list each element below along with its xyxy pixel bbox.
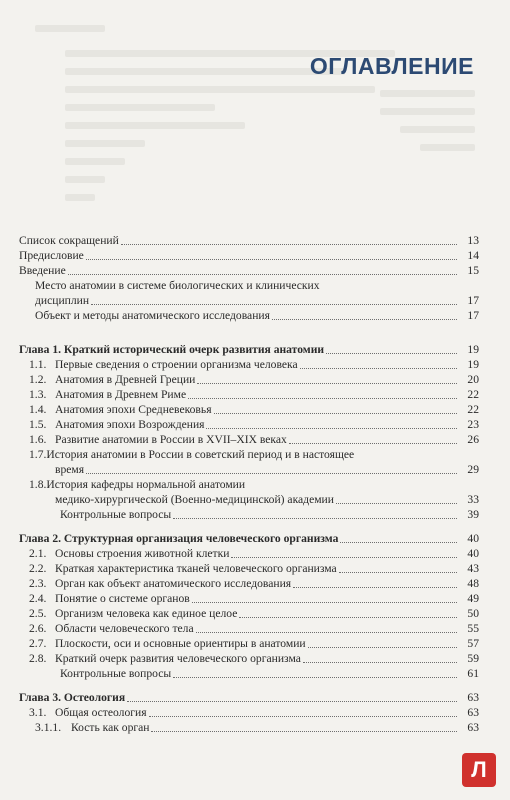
dot-leader xyxy=(151,731,457,732)
dot-leader xyxy=(188,398,457,399)
toc-row xyxy=(19,720,479,735)
chapter-title: Глава 2. Структурная организация человеческого организма xyxy=(19,532,339,545)
toc-page-number: 33 xyxy=(467,493,479,506)
toc-multiline-entry xyxy=(19,447,479,477)
section-number: 1.4. xyxy=(29,403,47,416)
toc-page-number: 17 xyxy=(467,309,479,322)
dot-leader xyxy=(196,632,457,633)
toc-page-number: 22 xyxy=(467,388,479,401)
toc-entry-text: Анатомия в Древнем Риме xyxy=(55,388,187,401)
section-number: 2.2. xyxy=(29,562,47,575)
toc-page-number: 17 xyxy=(467,294,479,307)
toc-multiline-entry xyxy=(19,278,479,308)
toc-page-number: 26 xyxy=(467,433,479,446)
dot-leader xyxy=(149,716,457,717)
dot-leader xyxy=(231,557,457,558)
toc-entry-text: История кафедры нормальной анатомии xyxy=(46,478,246,491)
dot-leader xyxy=(121,244,457,245)
toc-page-number: 63 xyxy=(467,721,479,734)
toc-row xyxy=(19,621,479,636)
dot-leader xyxy=(192,602,457,603)
section-number: 2.6. xyxy=(29,622,47,635)
toc-page-number: 50 xyxy=(467,607,479,620)
toc-row xyxy=(19,308,479,323)
toc-page-number: 48 xyxy=(467,577,479,590)
dot-leader xyxy=(127,701,457,702)
toc-page-number: 59 xyxy=(467,652,479,665)
dot-leader xyxy=(239,617,457,618)
toc-entry-text: Плоскости, оси и основные ориентиры в анатомии xyxy=(55,637,306,650)
dot-leader xyxy=(293,587,457,588)
toc-row xyxy=(19,666,479,681)
chapter-title: Глава 1. Краткий исторический очерк развития анатомии xyxy=(19,343,325,356)
toc-entry-text: Контрольные вопросы xyxy=(60,667,172,680)
toc-row xyxy=(19,561,479,576)
dot-leader xyxy=(336,503,457,504)
section-number: 1.1. xyxy=(29,358,47,371)
toc-row xyxy=(19,576,479,591)
toc-row xyxy=(19,263,479,278)
toc-page-number: 29 xyxy=(467,463,479,476)
toc-chapter-row xyxy=(19,690,479,705)
toc-chapter-row xyxy=(19,342,479,357)
toc-row xyxy=(19,591,479,606)
toc-multiline-entry xyxy=(19,477,479,507)
toc-entry-text: Введение xyxy=(19,264,66,277)
toc-entry-text: Краткая характеристика тканей человеческого организма xyxy=(55,562,337,575)
dot-leader xyxy=(197,383,457,384)
toc-entry-text: Основы строения животной клетки xyxy=(55,547,230,560)
section-number: 1.8. xyxy=(29,478,47,491)
section-number: 3.1. xyxy=(29,706,47,719)
toc-row xyxy=(19,357,479,372)
toc-page-number: 19 xyxy=(467,343,479,356)
dot-leader xyxy=(206,428,457,429)
toc-page-number: 14 xyxy=(467,249,479,262)
toc-row xyxy=(29,492,479,507)
toc-page-number: 40 xyxy=(467,547,479,560)
logo-glyph: Л xyxy=(471,757,487,782)
toc-entry-text: Общая остеология xyxy=(55,706,147,719)
dot-leader xyxy=(326,353,457,354)
toc-row xyxy=(35,293,479,308)
toc-entry-text: Первые сведения о строении организма человека xyxy=(55,358,298,371)
dot-leader xyxy=(173,677,457,678)
toc-row xyxy=(19,606,479,621)
toc-page-number: 22 xyxy=(467,403,479,416)
section-number: 1.6. xyxy=(29,433,47,446)
toc-row xyxy=(19,233,479,248)
toc-entry-text: Место анатомии в системе биологических и клинических xyxy=(35,279,320,292)
toc-entry-text: Объект и методы анатомического исследования xyxy=(35,309,270,322)
dot-leader xyxy=(86,259,457,260)
toc-page-number: 63 xyxy=(467,706,479,719)
toc-entry-text: Орган как объект анатомического исследования xyxy=(55,577,292,590)
section-number: 1.2. xyxy=(29,373,47,386)
toc-page-number: 20 xyxy=(467,373,479,386)
publisher-logo[interactable] xyxy=(462,753,496,787)
dot-leader xyxy=(68,274,457,275)
toc-row xyxy=(19,372,479,387)
toc-entry-text: Анатомия эпохи Средневековья xyxy=(55,403,212,416)
toc-entry-text: Развитие анатомии в России в XVII–XIX веках xyxy=(55,433,287,446)
toc-entry-text: Понятие о системе органов xyxy=(55,592,190,605)
dot-leader xyxy=(91,304,457,305)
toc-entry-continuation: дисциплин xyxy=(35,294,90,307)
dot-leader xyxy=(340,542,457,543)
toc-row xyxy=(19,651,479,666)
dot-leader xyxy=(272,319,457,320)
section-number: 2.3. xyxy=(29,577,47,590)
toc-entry-text: История анатомии в России в советский период и в настоящее xyxy=(46,448,355,461)
toc-entry-text: Организм человека как единое целое xyxy=(55,607,238,620)
toc-page-number: 13 xyxy=(467,234,479,247)
section-number: 1.5. xyxy=(29,418,47,431)
section-number: 2.4. xyxy=(29,592,47,605)
toc-page-number: 15 xyxy=(467,264,479,277)
table-of-contents xyxy=(19,233,479,735)
section-number: 1.7. xyxy=(29,448,47,461)
dot-leader xyxy=(173,518,457,519)
toc-page-number: 43 xyxy=(467,562,479,575)
toc-entry-text: Кость как орган xyxy=(71,721,150,734)
toc-page-number: 19 xyxy=(467,358,479,371)
chapter-title: Глава 3. Остеология xyxy=(19,691,126,704)
dot-leader xyxy=(214,413,457,414)
toc-entry-text: Анатомия эпохи Возрождения xyxy=(55,418,205,431)
toc-row xyxy=(19,705,479,720)
toc-row xyxy=(19,248,479,263)
dot-leader xyxy=(303,662,457,663)
toc-entry-text: Краткий очерк развития человеческого организма xyxy=(55,652,301,665)
toc-page-number: 49 xyxy=(467,592,479,605)
toc-row xyxy=(19,507,479,522)
toc-page-number: 23 xyxy=(467,418,479,431)
section-number: 2.1. xyxy=(29,547,47,560)
section-number: 1.3. xyxy=(29,388,47,401)
toc-entry-text: Предисловие xyxy=(19,249,84,262)
dot-leader xyxy=(308,647,457,648)
bleed-through-text xyxy=(0,0,510,210)
toc-entry-text: Список сокращений xyxy=(19,234,119,247)
toc-entry-text: Анатомия в Древней Греции xyxy=(55,373,196,386)
section-number: 2.5. xyxy=(29,607,47,620)
dot-leader xyxy=(300,368,457,369)
dot-leader xyxy=(289,443,457,444)
dot-leader xyxy=(339,572,457,573)
toc-page-number: 39 xyxy=(467,508,479,521)
page-title: ОГЛАВЛЕНИЕ xyxy=(309,53,474,79)
toc-row xyxy=(19,636,479,651)
toc-page-number: 55 xyxy=(467,622,479,635)
toc-page-number: 63 xyxy=(467,691,479,704)
toc-row xyxy=(19,432,479,447)
toc-row xyxy=(29,462,479,477)
section-number: 2.7. xyxy=(29,637,47,650)
toc-entry-text: Контрольные вопросы xyxy=(60,508,172,521)
dot-leader xyxy=(86,473,457,474)
toc-chapter-row xyxy=(19,531,479,546)
toc-row xyxy=(19,402,479,417)
section-number: 2.8. xyxy=(29,652,47,665)
toc-entry-text: Области человеческого тела xyxy=(55,622,194,635)
toc-row xyxy=(19,546,479,561)
toc-entry-continuation: медико-хирургической (Военно-медицинской) академии xyxy=(55,493,334,506)
toc-entry-continuation: время xyxy=(55,463,85,476)
toc-page-number: 57 xyxy=(467,637,479,650)
toc-page-number: 61 xyxy=(467,667,479,680)
toc-row xyxy=(19,387,479,402)
toc-page-number: 40 xyxy=(467,532,479,545)
toc-row xyxy=(19,417,479,432)
section-number: 3.1.1. xyxy=(35,721,62,734)
